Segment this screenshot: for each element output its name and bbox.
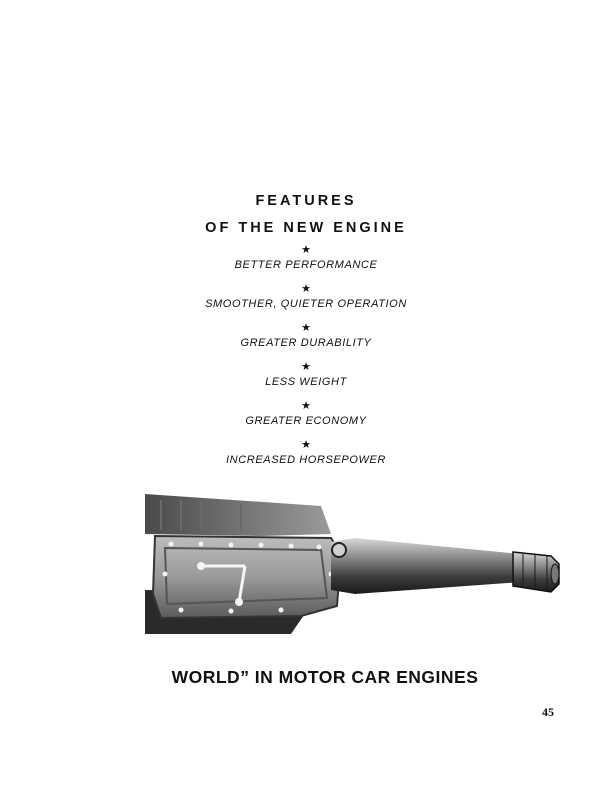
star-icon: ★ [301,361,311,373]
caption-text: WORLD” IN MOTOR CAR ENGINES [171,667,479,687]
feature-item: LESS WEIGHT [265,376,347,388]
features-block [0,188,612,478]
feature-item: INCREASED HORSEPOWER [226,454,386,466]
feature-item: GREATER DURABILITY [240,337,372,349]
star-icon: ★ [301,322,311,334]
feature-item: GREATER ECONOMY [245,415,367,427]
features-list [0,244,612,478]
features-heading-line1: FEATURES [255,193,357,209]
star-icon: ★ [301,283,311,295]
feature-item: BETTER PERFORMANCE [234,259,378,271]
engine-transmission-photo [141,494,561,634]
feature-item: SMOOTHER, QUIETER OPERATION [205,298,407,310]
page-number: 45 [542,705,554,719]
star-icon: ★ [301,400,311,412]
star-icon: ★ [301,244,311,256]
star-icon: ★ [301,439,311,451]
features-heading-line2: OF THE NEW ENGINE [205,220,407,236]
